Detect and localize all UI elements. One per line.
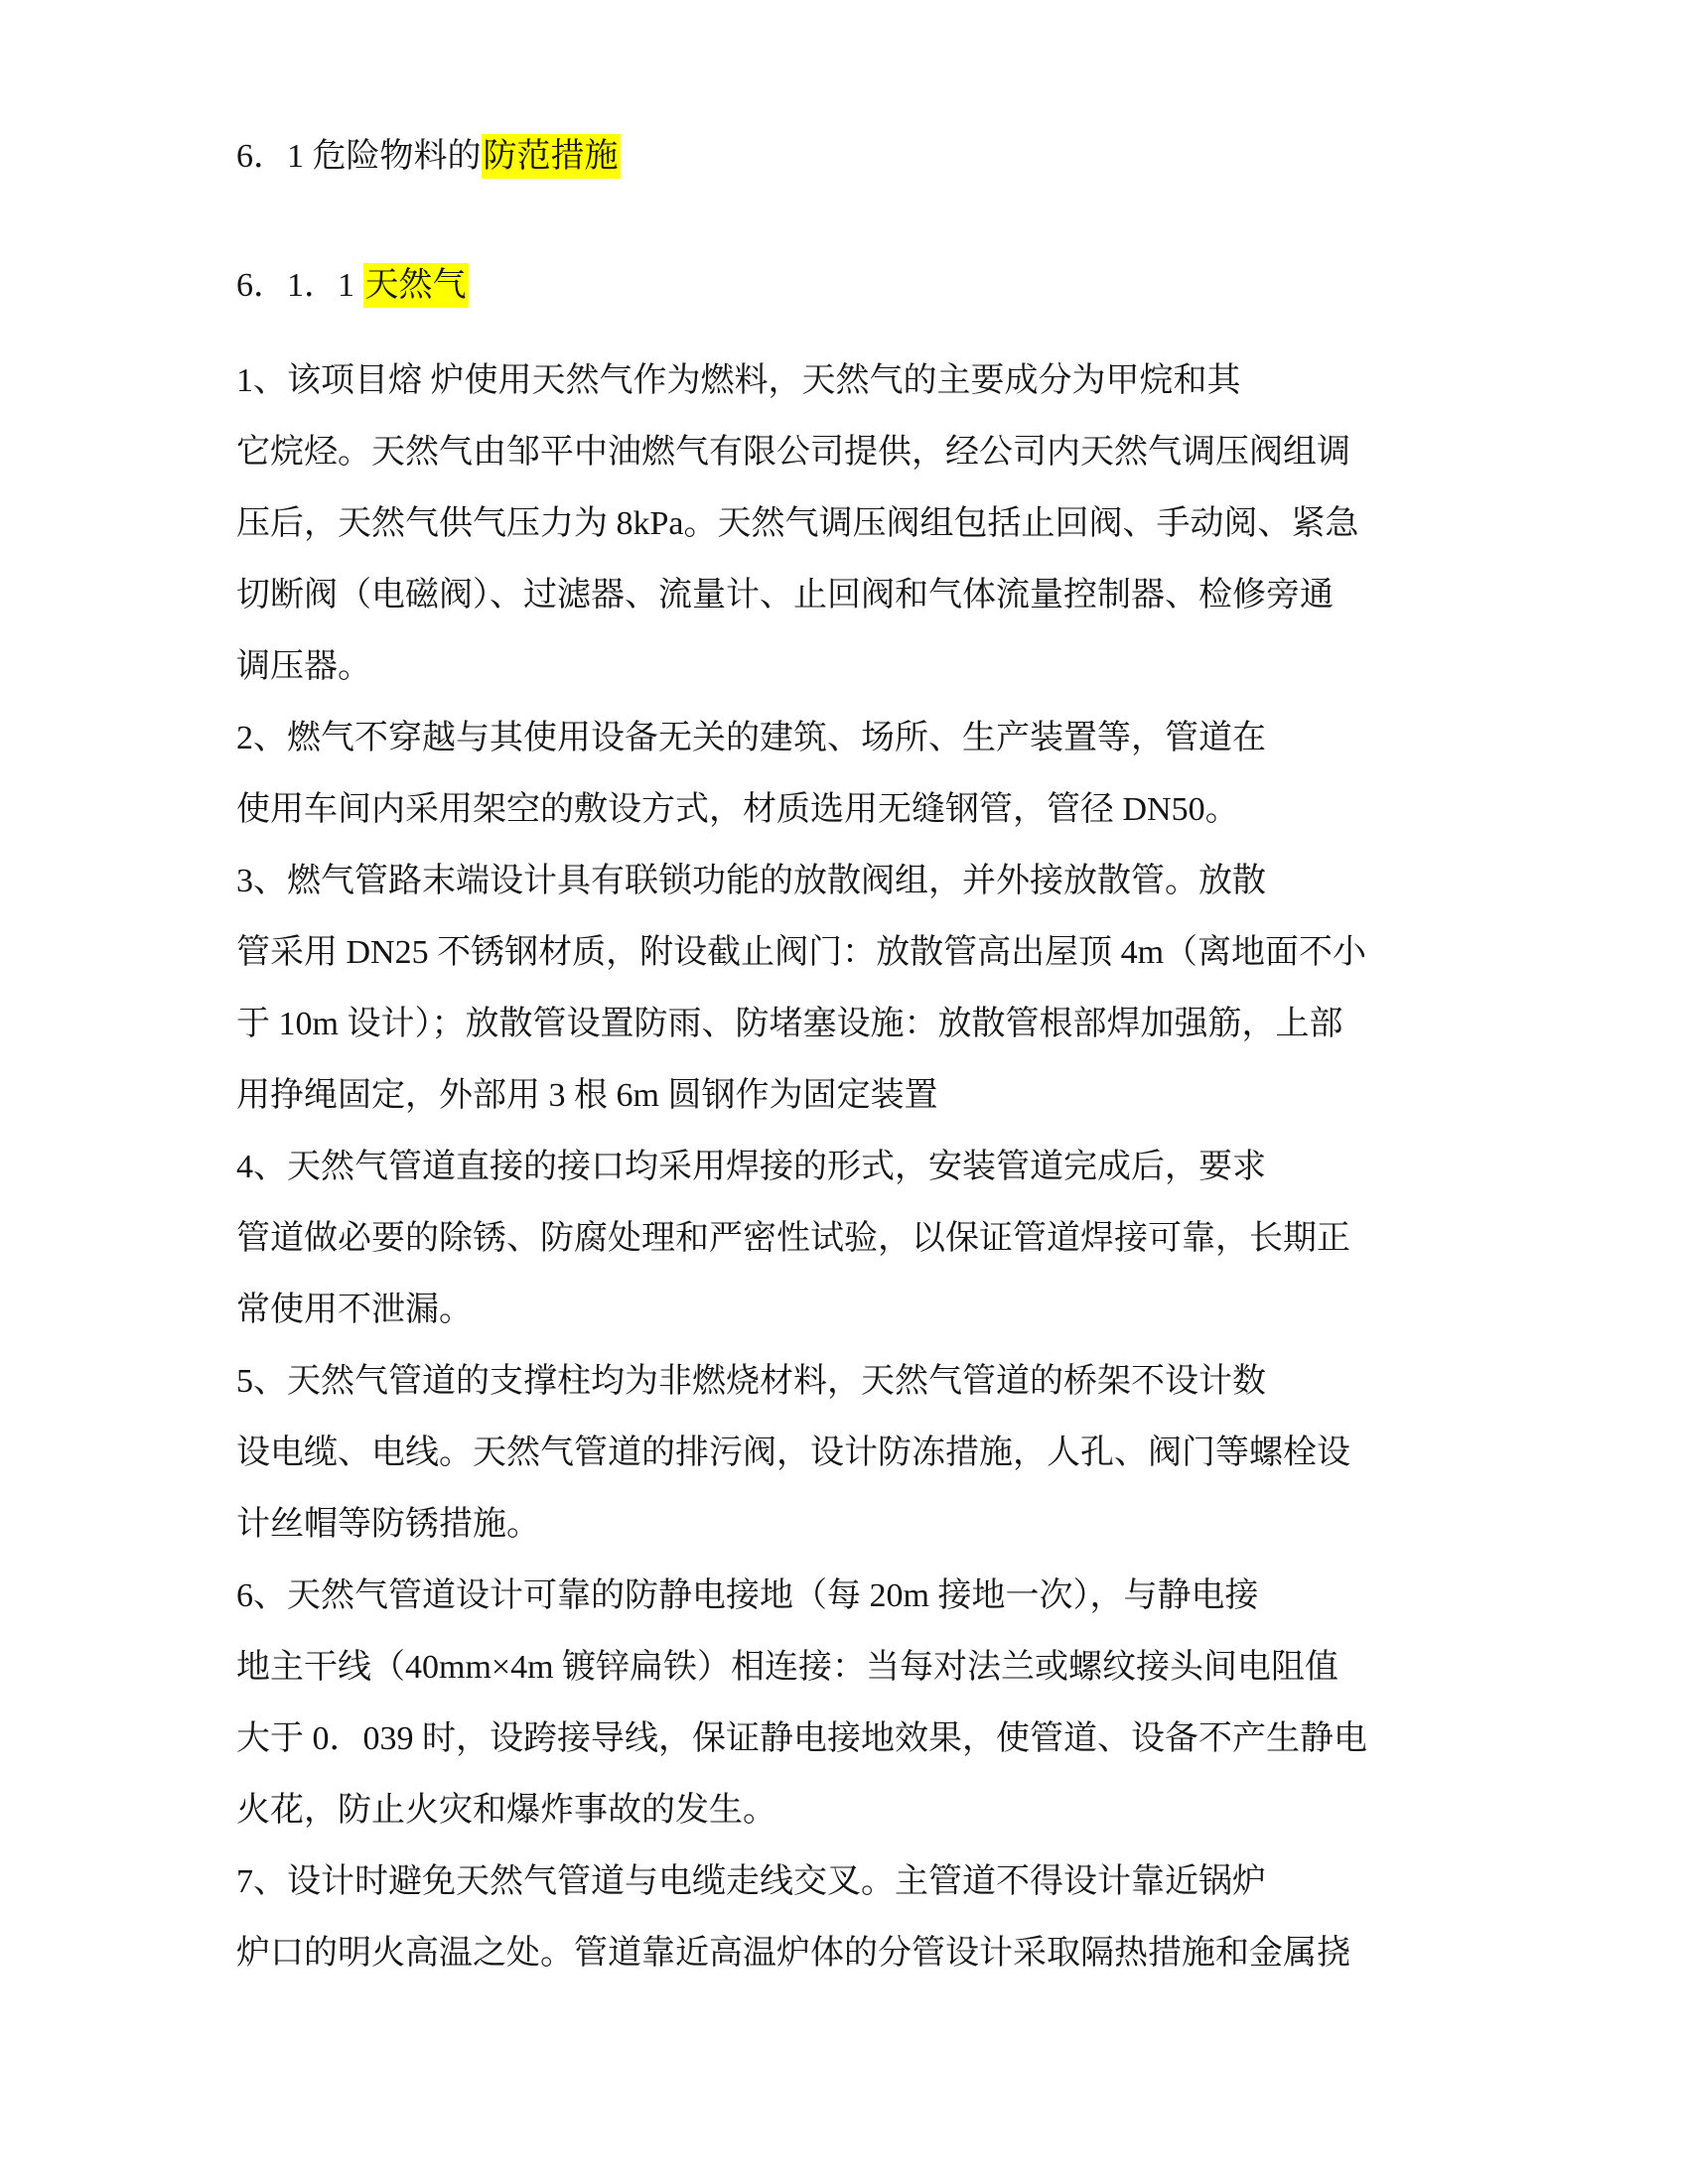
highlighted-text-fangfan-cuoshi: 防范措施 [482,134,621,179]
body-line-p6-2: 地主干线（40mm×4m 镀锌扁铁）相连接：当每对法兰或螺纹接头间电阻值 [236,1649,1339,1686]
body-line-p1-4: 切断阀（电磁阀）、过滤器、流量计、止回阀和气体流量控制器、检修旁通 [236,577,1334,614]
body-line-p3-1: 3、燃气管路末端设计具有联锁功能的放散阀组，并外接放散管。放散 [236,863,1266,899]
body-line-p6-1: 6、天然气管道设计可靠的防静电接地（每 20m 接地一次），与静电接 [236,1577,1259,1614]
body-line-p4-3: 常使用不泄漏。 [236,1292,473,1328]
body-line-p3-2: 管采用 DN25 不锈钢材质，附设截止阀门：放散管高出屋顶 4m（离地面不小 [236,934,1367,971]
body-line-p7-2: 炉口的明火高温之处。管道靠近高温炉体的分管设计采取隔热措施和金属挠 [236,1935,1350,1972]
body-line-p2-2: 使用车间内采用架空的敷设方式，材质选用无缝钢管，管径 DN50。 [236,791,1239,828]
body-line-p1-2: 它烷烃。天然气由邹平中油燃气有限公司提供，经公司内天然气调压阀组调 [236,434,1350,471]
highlighted-text-tianranqi: 天然气 [363,263,469,308]
body-line-p1-5: 调压器。 [236,648,371,685]
body-line-p4-1: 4、天然气管道直接的接口均采用焊接的形式，安装管道完成后，要求 [236,1149,1266,1185]
body-line-p5-3: 计丝帽等防锈措施。 [236,1506,540,1543]
body-line-p1-1: 1、该项目熔 炉使用天然气作为燃料，天然气的主要成分为甲烷和其 [236,362,1241,399]
document-body [236,345,1509,1989]
section-heading-6-1 [236,121,1509,193]
body-line-p4-2: 管道做必要的除锈、防腐处理和严密性试验，以保证管道焊接可靠，长期正 [236,1220,1350,1257]
body-line-p6-4: 火花，防止火灾和爆炸事故的发生。 [236,1792,776,1829]
body-line-p5-2: 设电缆、电线。天然气管道的排污阀，设计防冻措施，人孔、阀门等螺栓设 [236,1434,1350,1471]
body-line-p3-4: 用挣绳固定，外部用 3 根 6m 圆钢作为固定装置 [236,1077,938,1114]
subsection-heading-6-1-1 [236,250,1509,322]
body-line-p3-3: 于 10m 设计）；放散管设置防雨、防堵塞设施：放散管根部焊加强筋，上部 [236,1006,1343,1042]
body-line-p2-1: 2、燃气不穿越与其使用设备无关的建筑、场所、生产装置等，管道在 [236,720,1266,756]
body-line-p6-3: 大于 0．039 时，设跨接导线，保证静电接地效果，使管道、设备不产生静电 [236,1720,1367,1757]
body-line-p5-1: 5、天然气管道的支撑柱均为非燃烧材料，天然气管道的桥架不设计数 [236,1363,1266,1400]
body-line-p1-3: 压后，天然气供气压力为 8kPa。天然气调压阀组包括止回阀、手动阅、紧急 [236,505,1359,542]
section-heading-text: 6．1 危险物料的 [236,138,482,175]
body-line-p7-1: 7、设计时避免天然气管道与电缆走线交叉。主管道不得设计靠近锅炉 [236,1863,1266,1900]
subsection-heading-text: 6．1．1 [236,267,363,304]
